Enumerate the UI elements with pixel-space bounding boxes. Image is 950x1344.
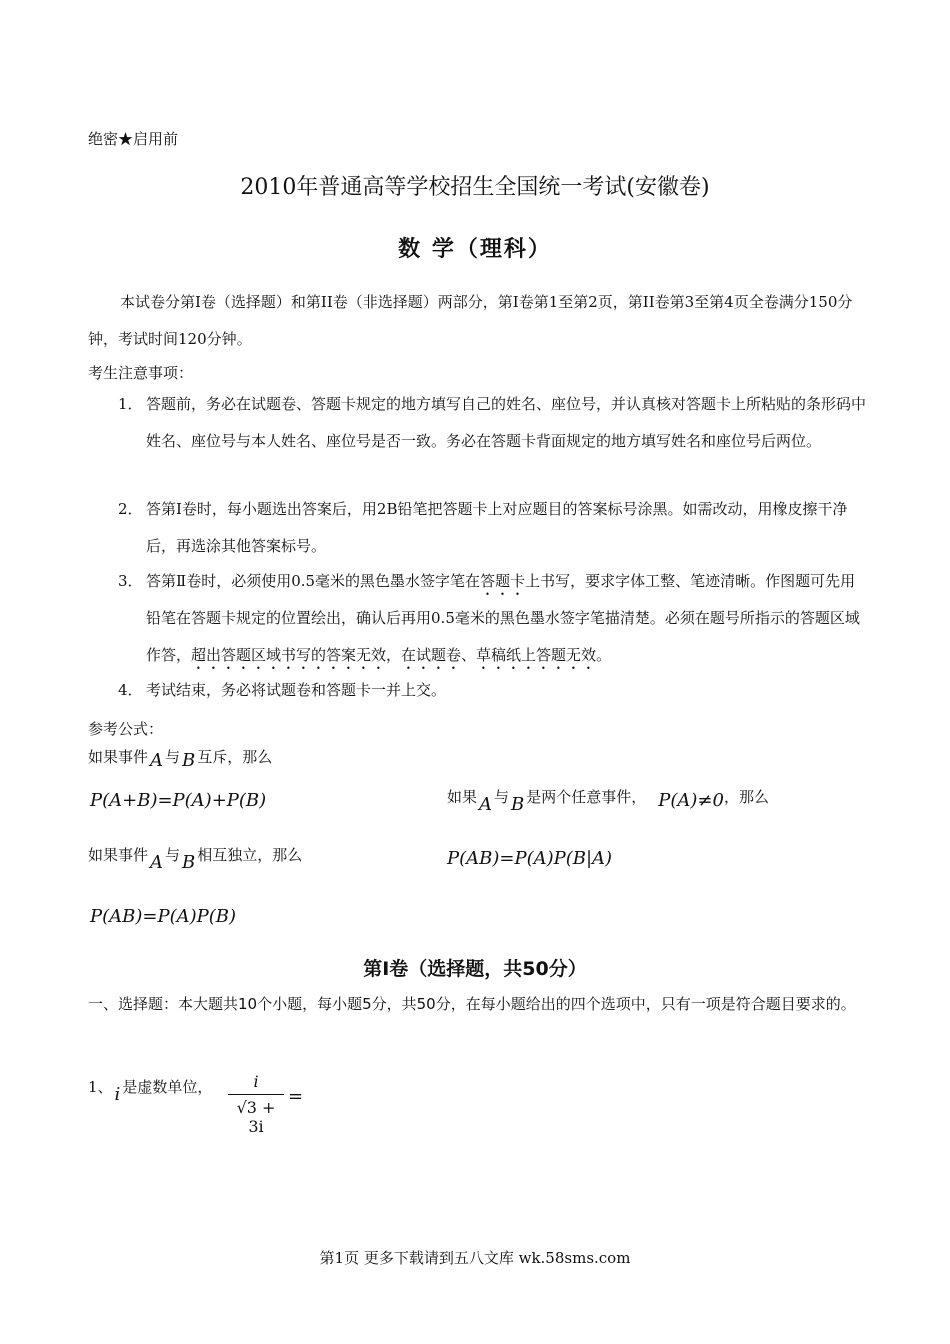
variable-b: B [182, 750, 196, 771]
notice-item-number: 1． [118, 395, 143, 413]
condition-formula: P(A)≠0 [658, 790, 724, 811]
formula-title: 参考公式： [88, 720, 164, 738]
emphasized-text: 在试题卷、草稿纸上答题无效 [401, 646, 597, 664]
confidential-mark: 绝密★启用前 [88, 130, 179, 148]
notice-item-number: 4． [118, 681, 143, 699]
equals-sign: = [288, 1086, 304, 1107]
fraction-numerator: i [253, 1072, 259, 1091]
variable-a: A [479, 794, 493, 815]
notice-item-2 [118, 491, 868, 565]
independence-formula: P(AB)=P(A)P(B) [90, 906, 237, 927]
text: 与 [494, 788, 510, 806]
notice-item-text: 答第Ⅰ卷时，每小题选出答案后，用2B铅笔把答题卡上对应题目的答案标号涂黑。如需改动，用橡皮擦干净后，再选涂其他答案标号。 [146, 500, 848, 555]
text: ，那么 [723, 788, 769, 806]
mutex-condition [88, 746, 273, 771]
notice-title: 考生注意事项： [88, 364, 194, 382]
choice-instructions: 一、选择题：本大题共10个小题，每小题5分，共50分，在每小题给出的四个选项中，只有一项是符合题目要求的。 [88, 995, 856, 1013]
conditional-condition [447, 786, 769, 815]
mutex-formula: P(A+B)=P(A)+P(B) [90, 790, 267, 811]
notice-text-part: 。 [596, 646, 612, 664]
fraction-denominator: √3 + 3i [236, 1098, 276, 1136]
notice-item-text [146, 563, 868, 674]
section-title: 第Ⅰ卷（选择题，共50分） [363, 958, 587, 980]
notice-item-number: 2． [118, 500, 143, 518]
text: 互斥，那么 [197, 748, 273, 766]
variable-a: A [150, 852, 164, 873]
emphasized-text: 超出答题区域书写的答案无效 [191, 646, 387, 664]
question-text: 是虚数单位， [122, 1078, 213, 1096]
text: 如果 [447, 788, 478, 806]
notice-item-text: 答题前，务必在试题卷、答题卡规定的地方填写自己的姓名、座位号，并认真核对答题卡上所粘贴的条形码中姓名、座位号与本人姓名、座位号是否一致。务必在答题卡背面规定的地方填写姓名和座位号后两位。 [146, 395, 867, 450]
variable-a: A [150, 750, 164, 771]
notice-item-text: 考试结束，务必将试题卷和答题卡一并上交。 [146, 681, 447, 699]
notice-text-part: 上书写，要求字体工整、笔迹清晰。作图题可先用铅笔在答题卡规定的位置绘出，确认后再用0.5毫米的黑色墨水签字笔描清楚。必须在题号所指示的答题区域作答， [146, 572, 860, 664]
question-1 [88, 1076, 213, 1105]
notice-text-part: ， [386, 646, 402, 664]
imaginary-unit: i [114, 1084, 121, 1105]
question-number: 1、 [88, 1078, 113, 1096]
text: 如果事件 [88, 846, 149, 864]
text: 是两个任意事件， [526, 788, 647, 806]
notice-item-3 [118, 563, 868, 674]
emphasized-text: 答题卡 [480, 572, 526, 590]
text: 相互独立，那么 [197, 846, 303, 864]
conditional-formula: P(AB)=P(A)P(B|A) [447, 848, 613, 869]
notice-item-1 [118, 386, 868, 460]
notice-text-part: 答第Ⅱ卷时，必须使用0.5毫米的黑色墨水签字笔在 [146, 572, 481, 590]
notice-item-number: 3． [118, 572, 143, 590]
subject-title: 数 学（理科） [398, 236, 552, 262]
text: 与 [165, 846, 181, 864]
notice-item-4 [118, 672, 868, 709]
page-footer: 第1页 更多下载请到五八文库 wk.58sms.com [319, 1249, 631, 1267]
text: 与 [165, 748, 181, 766]
variable-b: B [511, 794, 525, 815]
question-1-fraction [228, 1072, 284, 1136]
text: 如果事件 [88, 748, 149, 766]
independence-condition [88, 844, 303, 873]
exam-title: 2010年普通高等学校招生全国统一考试(安徽卷) [240, 175, 710, 200]
intro-paragraph: 本试卷分第I卷（选择题）和第II卷（非选择题）两部分，第I卷第1至第2页，第II卷第3至第4页全卷满分150分钟，考试时间120分钟。 [88, 293, 853, 348]
variable-b: B [182, 852, 196, 873]
